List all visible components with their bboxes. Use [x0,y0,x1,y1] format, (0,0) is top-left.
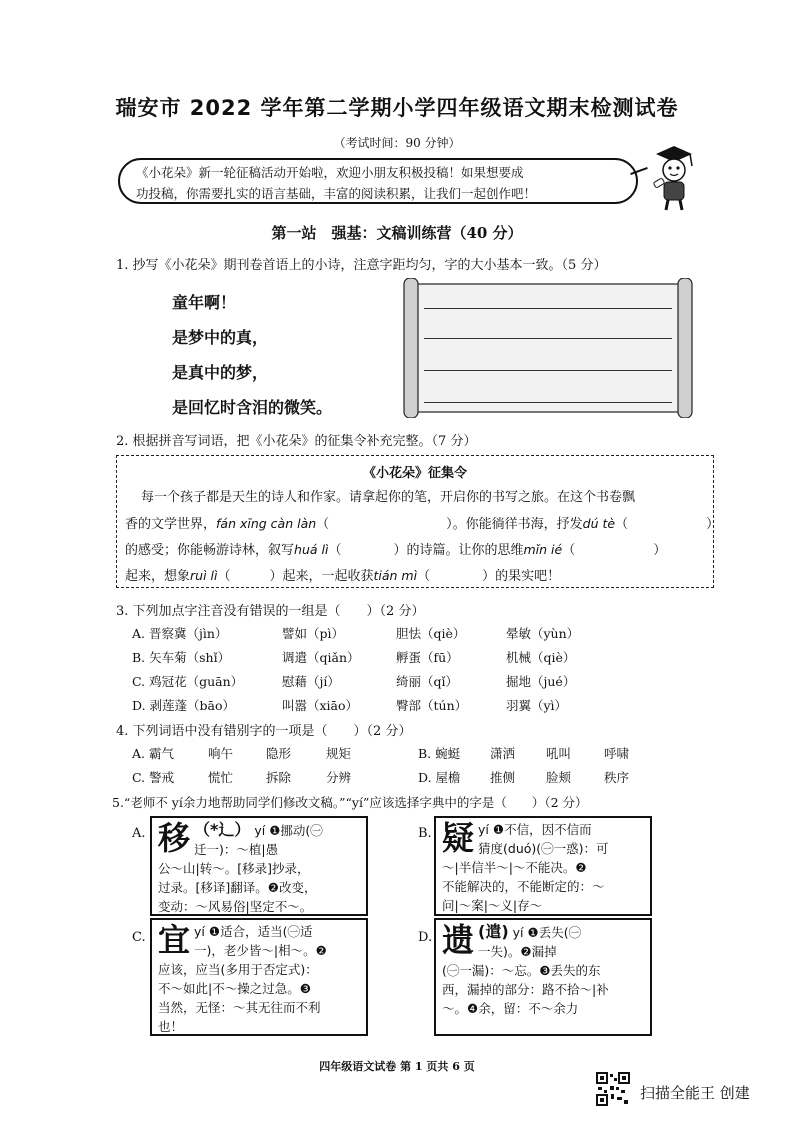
option-cell: 隐形 [266,746,292,761]
option-cell: 晕敏（yùn） [506,626,580,641]
bubble-line-1: 《小花朵》新一轮征稿活动开始啦，欢迎小朋友积极投稿！如果想要成 [136,165,524,180]
poem [172,285,332,425]
option-cell: C. 警戒 [132,770,175,785]
answer-blank[interactable]: （ ） [562,543,667,558]
option-cell: C. 鸡冠花（guān） [132,674,244,689]
dictionary-entry-a[interactable] [150,816,368,916]
entry-line: 一失)。❷漏掉 [478,944,557,959]
option-cell: 机械（qiè） [506,650,576,665]
entry-line: 应该，应当(多用于否定式)： [158,962,318,977]
option-cell: 慌忙 [208,770,234,785]
option-cell: 调遣（qiǎn） [282,650,360,665]
entry-line: 公～山|转～。[移录]抄录， [158,861,310,876]
entry-line: yí ❶挪动(㊀ [254,823,323,838]
option-cell: 叫嚣（xiāo） [282,698,359,713]
option-cell: B. 蜿蜓 [418,746,461,761]
option-cell: 臀部（tún） [396,698,468,713]
option-cell: 掘地（jué） [506,674,576,689]
option-cell: 吼叫 [546,746,572,761]
entry-line: yí ❶丢失(㊀ [512,925,582,940]
dictionary-entry-c[interactable] [150,918,368,1036]
entry-line: ～|半信半～|～不能决。❷ [442,860,587,875]
notice-text: 香的文学世界， [125,517,217,532]
option-label: C. [132,930,146,945]
question-2: 2. 根据拼音写词语，把《小花朵》的征集令补充完整。（7 分） [116,434,477,449]
entry-line: 不～如此|不～操之过急。❸ [158,981,311,996]
notice-line-3 [125,539,666,558]
page-footer: 四年级语文试卷 第 1 页共 6 页 [319,1060,475,1073]
dictionary-entry-b[interactable] [434,816,652,916]
pinyin: mǐn ié [523,542,563,557]
option-label: B. [418,826,432,841]
option-cell: 分辨 [326,770,352,785]
entry-line: 也！ [158,1019,184,1034]
answer-blank[interactable]: （ ）。你能徜徉书海，抒发 [316,517,583,532]
notice-line-4 [125,565,560,584]
option-cell: B. 矢车菊（shǐ） [132,650,231,665]
option-cell: 推侧 [490,770,516,785]
option-cell: 羽翼（yì） [506,698,568,713]
question-1: 1. 抄写《小花朵》期刊卷首语上的小诗，注意字距均匀，字的大小基本一致。（5 分） [116,258,607,273]
call-for-submissions-box [116,455,720,588]
notice-line-1: 每一个孩子都是天生的诗人和作家。请拿起你的笔，开启你的书写之旅。在这个书卷飘 [141,490,636,505]
graduate-mascot-icon [650,140,698,212]
option-cell: 秩序 [604,770,630,785]
answer-blank[interactable]: （ ）的果实吧！ [417,569,561,584]
option-cell: 拆除 [266,770,292,785]
poem-line: 童年啊！ [172,293,237,312]
poem-line: 是真中的梦， [172,363,269,382]
poem-line: 是梦中的真， [172,328,269,347]
entry-variant: (遣) [478,922,509,941]
entry-line: 变动：～风易俗|坚定不～。 [158,899,313,914]
page-title: 瑞安市 2022 学年第二学期小学四年级语文期末检测试卷 [115,96,679,120]
option-label: A. [132,826,146,841]
option-cell: 响午 [208,746,234,761]
entry-line: ～。❹余，留：不～余力 [442,1001,579,1016]
entry-line: 过录。[移译]翻译。❷改变， [158,880,317,895]
option-cell: A. 霸气 [132,746,174,761]
scanner-watermark: 扫描全能王 创建 [640,1084,750,1102]
notice-text: 的感受；你能畅游诗林，叙写 [125,543,295,558]
question-3: 3. 下列加点字注音没有错误的一组是（ ）（2 分） [116,604,425,619]
entry-line: yí ❶适合，适当(㊀适 [194,924,313,939]
entry-radical: （*辶） [194,820,251,839]
intro-speech-bubble [118,158,638,204]
option-cell: 胆怯（qiè） [396,626,466,641]
pinyin: ruì lì [190,568,218,583]
writing-line[interactable] [424,370,672,371]
pinyin: tián mì [373,568,418,583]
answer-blank[interactable]: （ ）起来，一起收获 [217,569,374,584]
entry-line: yí ❶不信，因不信而 [478,822,592,837]
writing-line[interactable] [424,308,672,309]
entry-line: 迁一)：～植|愚 [194,842,279,857]
question-5: 5.“老师不 yí余力地帮助同学们修改文稿。”“yí”应该选择字典中的字是（ ）（2 分） [112,795,588,810]
option-cell: 呼啸 [604,746,630,761]
option-cell: D. 剥莲蓬（bāo） [132,698,236,713]
option-cell: 绮丽（qǐ） [396,674,458,689]
bubble-line-2: 功投稿，你需要扎实的语言基础，丰富的阅读积累，让我们一起创作吧！ [136,186,537,201]
entry-line: 猜度(duó)(㊀一惑)：可 [478,841,609,856]
entry-char: 移 [158,819,191,857]
entry-char: 疑 [442,819,475,857]
answer-blank[interactable]: （ ）的诗篇。让你的思维 [328,543,524,558]
option-cell: 潇洒 [490,746,516,761]
dictionary-entry-d[interactable] [434,918,652,1036]
pinyin: fán xīng càn làn [216,516,317,531]
qr-code-icon [596,1072,630,1106]
writing-line[interactable] [424,402,672,403]
entry-char: 遗 [442,921,475,959]
option-cell: A. 晋察冀（jìn） [132,626,228,641]
option-cell: 孵蛋（fū） [396,650,459,665]
scroll-writing-area [400,278,696,418]
option-cell: 脸颊 [546,770,572,785]
option-cell: 慰藉（jí） [282,674,340,689]
answer-blank[interactable]: （ ） [615,517,720,532]
notice-line-2 [125,513,719,532]
entry-line: (㊀一漏)：～忘。❸丢失的东 [442,963,601,978]
entry-line: 当然，无怪：～其无往而不利 [158,1000,321,1015]
option-cell: 譬如（pì） [282,626,344,641]
option-label: D. [418,930,433,945]
entry-line: 不能解决的，不能断定的：～ [442,879,605,894]
poem-line: 是回忆时含泪的微笑。 [172,398,333,417]
option-cell: D. 屋檐 [418,770,461,785]
entry-line: 西，漏掉的部分：路不拾～|补 [442,982,609,997]
pinyin: dú tè [582,516,616,531]
entry-line: 问|～案|～义|存～ [442,898,543,913]
entry-char: 宜 [158,921,191,959]
pinyin: huá lì [294,542,329,557]
notice-title: 《小花朵》征集令 [362,466,467,481]
section-title: 第一站 强基：文稿训练营（40 分） [271,224,523,242]
writing-line[interactable] [424,338,672,339]
notice-text: 起来，想象 [125,569,191,584]
exam-time: （考试时间：90 分钟） [333,136,461,150]
option-cell: 规矩 [326,746,352,761]
entry-line: 一)，老少皆～|相～。❷ [194,943,327,958]
question-4: 4. 下列词语中没有错别字的一项是（ ）（2 分） [116,724,412,739]
